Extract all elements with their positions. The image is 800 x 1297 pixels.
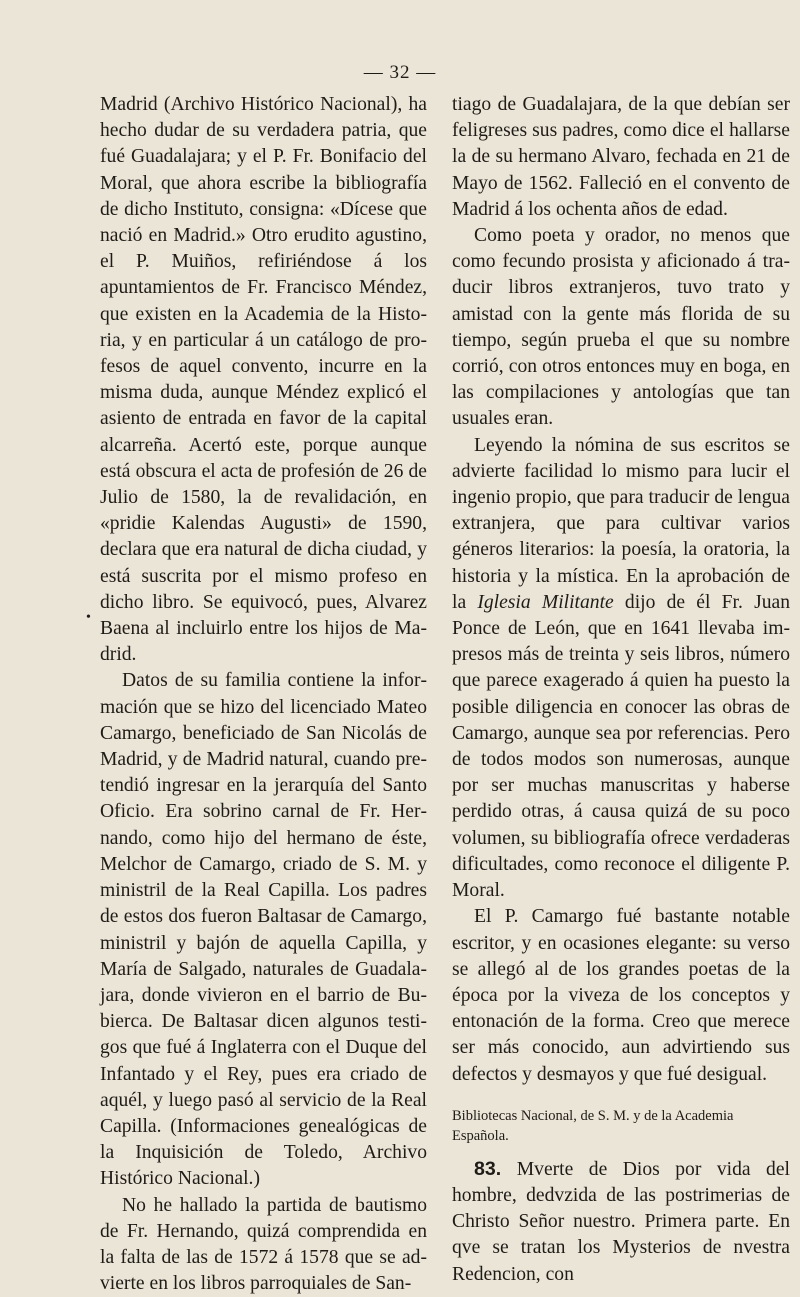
catalog-entry xyxy=(452,1156,790,1288)
right-column xyxy=(452,92,790,1288)
entry-text: Mverte de Dios por vida del hombre, dedvzida de las postrimerias de Christo Señor nuestro. Primera parte. En qve se tratan los Mysterios de nvestra Redencion, con xyxy=(452,1158,790,1285)
bibliography-note: Bibliotecas Nacional, de S. M. y de la Academia Española. xyxy=(452,1107,734,1144)
paragraph: No he hallado la partida de bautismo de Fr. Hernando, quizá comprendida en la falta de las de 1572 á 1578 que se advierte en los libros parroquiales de San- xyxy=(100,1194,427,1295)
paragraph-text: Leyendo la nómina de sus escritos se advierte facilidad lo mismo para lucir el ingenio propio, que para traducir de lengua extranjera, que para cultivar varios géneros literarios: la poesía, la oratoria, la historia y la mística. En la aprobación de la xyxy=(452,434,790,613)
paragraph: Madrid (Archivo Histórico Nacional), ha hecho dudar de su verdadera patria, que fué Guadalajara; y el P. Fr. Bonifacio del Moral, que ahora escribe la bibliografía de dicho Instituto, consigna: «Dícese que nació en Madrid.» Otro erudito agustino, el P. Muiños, refiriéndose á los apuntamientos de Fr. Francisco Méndez, que existen en la Academia de la Historia, y en particular á un catálogo de profesos de aquel convento, incurre en la misma duda, aunque Méndez explicó el asiento de entrada en favor de la capital alcarreña. Acertó este, porque aunque está obscura el acta de profesión de 26 de Julio de 1580, la de revalidación, en «pridie Kalendas Augusti» de 1590, declara que era natural de dicha ciudad, y está suscrita por el mismo profeso en dicho libro. Se equivocó, pues, Alvarez Baena al incluirlo entre los hijos de Madrid. xyxy=(100,94,427,666)
page-number: — 32 — xyxy=(363,62,437,83)
italic-title: Iglesia Militante xyxy=(477,591,614,613)
paragraph: Datos de su familia contiene la información que se hizo del licenciado Mateo Camargo, beneficiado de San Nicolás de Madrid, y de Madrid natural, cuando pretendió ingresar en la jerarquía del Santo Oficio. Era sobrino carnal de Fr. Hernando, como hijo del hermano de éste, Melchor de Camargo, criado de S. M. y ministril de la Real Capilla. Los padres de estos dos fueron Baltasar de Camargo, ministril y bajón de aquella Capilla, y María de Salgado, naturales de Guadalajara, donde vivieron en el barrio de Bubierca. De Baltasar dicen algunos testigos que fué á Inglaterra con el Duque del Infantado y el Rey, pues era criado de aquél, y luego pasó al servicio de la Real Capilla. (Informaciones genealógicas de la Inquisición de Toledo, Archivo Histórico Nacional.) xyxy=(100,670,427,1190)
left-column xyxy=(100,92,427,1297)
paragraph: El P. Camargo fué bastante notable escritor, y en ocasiones elegante: su verso se allegó al de los grandes poetas de la época por la viveza de los conceptos y entonación de la forma. Creo que merece ser más conocido, aun advirtiendo sus defectos y desmayos y que fué desigual. xyxy=(452,906,790,1085)
paragraph xyxy=(452,433,790,905)
margin-bullet: • xyxy=(86,610,91,625)
entry-number: 83. xyxy=(474,1157,502,1180)
paragraph: Como poeta y orador, no menos que como fecundo prosista y aficionado á traducir libros extranjeros, tuvo trato y amistad con la gente más florida de su tiempo, según prueba el que su nombre corrió, con otros entonces muy en boga, en las compilaciones y antologías que tan usuales eran. xyxy=(452,225,790,430)
paragraph-text: dijo de él Fr. Juan Ponce de León, que en 1641 llevaba impresos más de treinta y seis libros, número que parece exagerado á quien ha puesto la posible diligencia en conocer las obras de Camargo, aunque sea por referencias. Pero de todos modos son numerosas, aunque por ser muchas manuscritas y haberse perdido otras, á causa quizá de su poco volumen, su bibliografía ofrece verdaderas dificultades, como reconoce el diligente P. Moral. xyxy=(452,591,790,902)
paragraph: tiago de Guadalajara, de la que debían ser feligreses sus padres, como dice el hallarse la de su hermano Alvaro, fechada en 21 de Mayo de 1562. Falleció en el convento de Madrid á los ochenta años de edad. xyxy=(452,94,790,220)
